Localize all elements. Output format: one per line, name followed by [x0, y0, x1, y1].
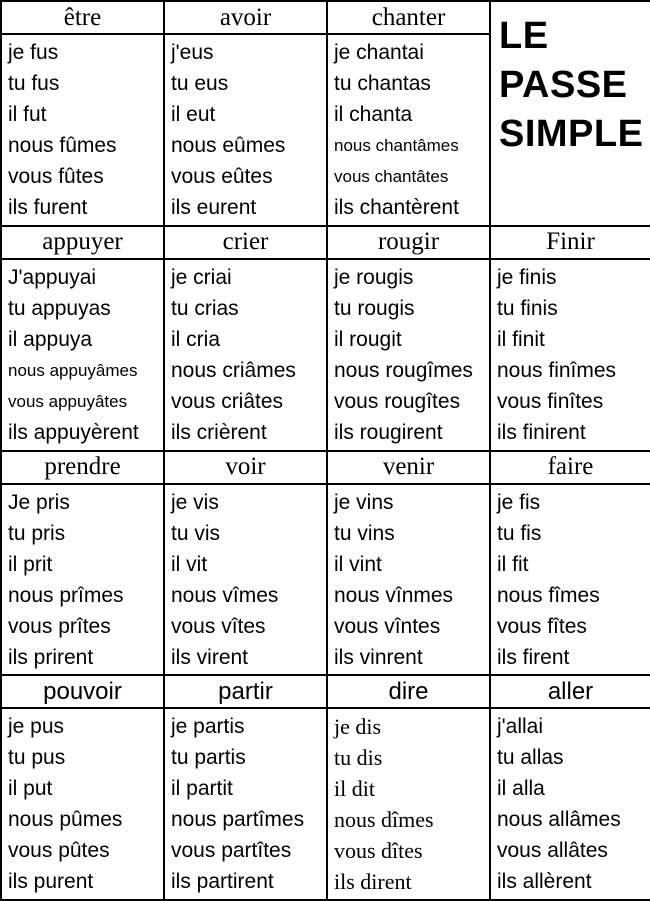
- conjugation-cell-aller: [490, 708, 650, 900]
- conjugation-line: ils firent: [497, 645, 570, 669]
- conjugation-cell-crier: [164, 259, 327, 451]
- conjugation-line: ils appuyèrent: [8, 420, 139, 444]
- conjugation-line: il partit: [171, 777, 233, 801]
- conjugation-line: nous rougîmes: [334, 358, 473, 382]
- conjugation-line: tu chantas: [334, 72, 431, 95]
- conjugation-cell-partir: [164, 708, 327, 900]
- conjugation-line: ils vinrent: [334, 645, 423, 669]
- conjugation-line: il fut: [8, 103, 47, 126]
- conjugation-line: vous allâtes: [497, 839, 608, 863]
- conjugation-line: vous partîtes: [171, 839, 292, 863]
- conjugation-line: je finis: [497, 265, 557, 289]
- conjugation-line: nous dîmes: [334, 807, 434, 833]
- conjugation-line: tu partis: [171, 746, 246, 770]
- conjugation-line: nous fûmes: [8, 134, 117, 157]
- conjugation-line: tu pris: [8, 521, 66, 545]
- conjugation-line: je criai: [171, 265, 232, 289]
- conjugation-line: il appuya: [8, 327, 93, 351]
- conjugation-cell-dire: [327, 708, 490, 900]
- conjugation-line: vous chantâtes: [334, 167, 449, 186]
- conjugation-line: je chantai: [334, 41, 424, 64]
- conjugation-line: tu allas: [497, 746, 564, 770]
- conjugation-line: vous prîtes: [8, 614, 111, 638]
- conjugation-line: ils dirent: [334, 869, 412, 895]
- conjugation-cell-prendre: [1, 484, 164, 676]
- conjugation-line: il eut: [171, 103, 216, 126]
- conjugation-line: j'allai: [497, 715, 544, 739]
- conjugation-line: nous partîmes: [171, 808, 305, 832]
- conjugation-line: je dis: [334, 714, 382, 740]
- conjugation-line: nous appuyâmes: [8, 360, 138, 380]
- conjugation-line: nous vîmes: [171, 583, 279, 607]
- page-title: [490, 1, 650, 226]
- conjugation-line: J'appuyai: [8, 265, 97, 289]
- title-line-2: PASSE: [499, 64, 628, 106]
- conjugation-line: ils eurent: [171, 196, 257, 219]
- conjugation-line: nous criâmes: [171, 358, 296, 382]
- conjugation-line: je pus: [8, 715, 65, 739]
- conjugation-line: il vit: [171, 552, 208, 576]
- conjugation-line: je rougis: [334, 265, 414, 289]
- header-row-1: [1, 1, 650, 34]
- conjugation-line: nous fîmes: [497, 583, 600, 607]
- conjugation-line: il chanta: [334, 103, 413, 126]
- conjugation-line: vous criâtes: [171, 389, 284, 413]
- conjugation-line: vous appuyâtes: [8, 391, 128, 411]
- conjugation-line: nous finîmes: [497, 358, 617, 382]
- conjugation-line: ils allèrent: [497, 870, 592, 894]
- conjugation-line: vous fûtes: [8, 165, 104, 188]
- conjugation-line: tu vis: [171, 521, 221, 545]
- conjugation-line: ils virent: [171, 645, 249, 669]
- header-row-2: [1, 226, 650, 259]
- conjugation-cell-pouvoir: [1, 708, 164, 900]
- conjugation-line: vous vîtes: [171, 614, 266, 638]
- conjugation-line: je fus: [8, 41, 59, 64]
- conjugation-line: il vint: [334, 552, 382, 576]
- conjugation-line: il dit: [334, 776, 375, 802]
- conjugation-line: je fis: [497, 490, 541, 514]
- conjugation-line: nous allâmes: [497, 808, 621, 832]
- conjugation-cell-etre: [1, 34, 164, 226]
- conjugation-line: ils finirent: [497, 420, 586, 444]
- verb-header-venir: venir: [327, 451, 490, 484]
- conjugation-cell-faire: [490, 484, 650, 676]
- conjugation-line: vous eûtes: [171, 165, 273, 188]
- header-row-4: [1, 675, 650, 708]
- conjugation-line: il rougit: [334, 327, 402, 351]
- conjugation-cell-appuyer: [1, 259, 164, 451]
- conjugation-cell-venir: [327, 484, 490, 676]
- verb-header-aller: aller: [490, 675, 650, 708]
- conjugation-line: tu fis: [497, 521, 542, 545]
- verb-header-pouvoir: pouvoir: [1, 675, 164, 708]
- conjugation-line: je vins: [334, 490, 394, 514]
- verb-header-prendre: prendre: [1, 451, 164, 484]
- conjugation-line: nous chantâmes: [334, 136, 459, 155]
- conjugation-cell-avoir: [164, 34, 327, 226]
- verb-header-avoir: avoir: [164, 1, 327, 34]
- conjugation-line: tu eus: [171, 72, 229, 95]
- conjugation-cell-finir: [490, 259, 650, 451]
- conjugation-line: ils crièrent: [171, 420, 267, 444]
- conjugation-line: vous fîtes: [497, 614, 587, 638]
- conjugation-cell-voir: [164, 484, 327, 676]
- title-line-3: SIMPLE: [499, 113, 644, 155]
- conjugation-line: il alla: [497, 777, 545, 801]
- body-row-2: [1, 259, 650, 451]
- conjugation-line: nous prîmes: [8, 583, 124, 607]
- conjugation-line: il prit: [8, 552, 53, 576]
- conjugation-line: tu pus: [8, 746, 66, 770]
- conjugation-line: tu fus: [8, 72, 60, 95]
- conjugation-line: je partis: [171, 715, 245, 739]
- conjugation-line: nous eûmes: [171, 134, 286, 157]
- conjugation-cell-rougir: [327, 259, 490, 451]
- conjugation-line: tu finis: [497, 296, 558, 320]
- verb-header-faire: faire: [490, 451, 650, 484]
- verb-header-chanter: chanter: [327, 1, 490, 34]
- conjugation-line: il finit: [497, 327, 545, 351]
- conjugation-line: tu crias: [171, 296, 239, 320]
- conjugation-line: ils furent: [8, 196, 88, 219]
- conjugation-line: vous pûtes: [8, 839, 110, 863]
- title-line-1: LE: [499, 15, 549, 57]
- conjugation-line: j'eus: [171, 41, 214, 64]
- conjugation-line: vous dîtes: [334, 838, 423, 864]
- conjugation-line: il fit: [497, 552, 529, 576]
- conjugation-line: vous vîntes: [334, 614, 441, 638]
- conjugation-line: ils chantèrent: [334, 196, 459, 219]
- verb-header-crier: crier: [164, 226, 327, 259]
- conjugation-line: tu appuyas: [8, 296, 111, 320]
- verb-header-finir: Finir: [490, 226, 650, 259]
- verb-header-rougir: rougir: [327, 226, 490, 259]
- body-row-3: [1, 484, 650, 676]
- verb-header-voir: voir: [164, 451, 327, 484]
- conjugation-line: il cria: [171, 327, 221, 351]
- verb-header-dire: dire: [327, 675, 490, 708]
- conjugation-line: vous rougîtes: [334, 389, 461, 413]
- verb-header-etre: être: [1, 1, 164, 34]
- conjugation-line: il put: [8, 777, 53, 801]
- conjugation-line: nous vînmes: [334, 583, 454, 607]
- conjugation-line: tu dis: [334, 745, 383, 771]
- conjugation-line: tu vins: [334, 521, 395, 545]
- conjugation-line: nous pûmes: [8, 808, 123, 832]
- conjugation-line: Je pris: [8, 490, 70, 514]
- conjugation-line: ils rougirent: [334, 420, 443, 444]
- header-row-3: [1, 451, 650, 484]
- verb-header-appuyer: appuyer: [1, 226, 164, 259]
- conjugation-line: vous finîtes: [497, 389, 604, 413]
- conjugation-cell-chanter: [327, 34, 490, 226]
- conjugation-line: ils purent: [8, 870, 94, 894]
- conjugation-line: ils partirent: [171, 870, 274, 894]
- body-row-4: [1, 708, 650, 900]
- verb-header-partir: partir: [164, 675, 327, 708]
- conjugation-line: ils prirent: [8, 645, 94, 669]
- conjugation-line: tu rougis: [334, 296, 415, 320]
- conjugation-line: je vis: [171, 490, 219, 514]
